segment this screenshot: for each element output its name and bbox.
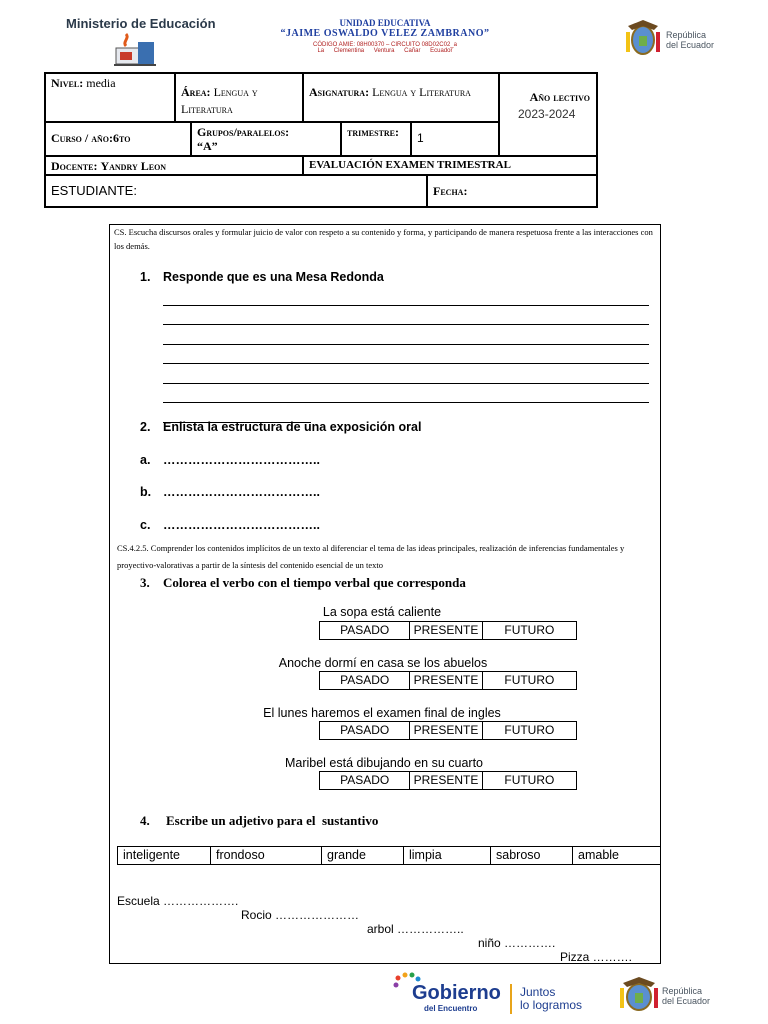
noun-blanks (117, 880, 633, 964)
tense-presente[interactable]: PRESENTE (410, 772, 482, 789)
anio-label: Año lectivo (529, 90, 590, 104)
answer-line[interactable] (163, 364, 649, 384)
noun-blank[interactable]: Escuela ………………. (117, 894, 239, 908)
asignatura-cell (303, 73, 499, 122)
q4-text: Escribe un adjetivo para el sustantivo (166, 813, 379, 828)
noun-blank[interactable]: niño …………. (478, 936, 556, 950)
adjective-cell: sabroso (491, 847, 573, 864)
criterion-1: CS. Escucha discursos orales y formular juicio de valor con respeto a su contenido y forma, y participando de manera respetuosa frente a las interacciones con los demás. (114, 227, 653, 251)
grupos-cell (191, 122, 341, 156)
tense-pasado[interactable]: PASADO (320, 672, 410, 689)
tense-pasado[interactable]: PASADO (320, 772, 410, 789)
area-label: Área: (181, 85, 211, 99)
q3-tense-options (319, 771, 577, 790)
trimestre-label: trimestre: (347, 125, 400, 139)
coat-of-arms-icon (618, 976, 660, 1014)
tense-pasado[interactable]: PASADO (320, 722, 410, 739)
estudiante-label: ESTUDIANTE: (51, 183, 137, 198)
anio-cell (499, 73, 597, 156)
nivel-value: media (86, 76, 116, 90)
area-value: Lengua y Literatura (181, 85, 258, 116)
docente-value: Yandry Leon (100, 159, 167, 173)
slogan-line2: lo logramos (520, 998, 583, 1012)
school-logo-icon (112, 30, 158, 68)
fecha-label: Fecha: (433, 184, 468, 198)
curso-value: 6to (113, 131, 131, 145)
q2-number: 2. (140, 420, 151, 434)
school-type: UNIDAD EDUCATIVA (339, 18, 431, 28)
answer-line[interactable] (163, 325, 649, 345)
school-header (250, 18, 520, 54)
q1-answer-lines[interactable] (163, 286, 649, 423)
q3-sentence: La sopa está caliente (322, 605, 442, 619)
q3-tense-options (319, 721, 577, 740)
area-cell (175, 73, 303, 122)
footer-divider (510, 984, 512, 1014)
tense-presente[interactable]: PRESENTE (410, 722, 482, 739)
school-name: “JAIME OSWALDO VELEZ ZAMBRANO” (280, 28, 490, 39)
asignatura-label: Asignatura: (309, 85, 370, 99)
trimestre-value: 1 (411, 122, 499, 156)
adjective-cell: grande (322, 847, 404, 864)
q2-option-blank[interactable]: ……………………………….. (163, 453, 320, 467)
q4-number: 4. (140, 813, 150, 828)
republic-line1: República (666, 30, 707, 40)
noun-blank[interactable]: Pizza ………. (560, 950, 633, 964)
q2-option-blank[interactable]: ……………………………….. (163, 518, 320, 532)
slogan (520, 986, 582, 1012)
tense-presente[interactable]: PRESENTE (410, 672, 482, 689)
ministry-title: Ministerio de Educación (66, 16, 216, 31)
docente-cell (45, 156, 303, 175)
coat-of-arms-icon (624, 18, 662, 58)
answer-line[interactable] (163, 306, 649, 326)
q1-text: Responde que es una Mesa Redonda (163, 270, 384, 284)
q2-text: Enlista la estructura de una exposición oral (163, 420, 422, 434)
q3-sentence: El lunes haremos el examen final de ingles (263, 706, 501, 720)
q3-number: 3. (140, 575, 150, 590)
anio-value: 2023-2024 (518, 107, 576, 121)
school-code: CÓDIGO AMIE: 08H00370 – CIRCUITO 08D02C02_a (313, 42, 457, 48)
q3-tense-options (319, 621, 577, 640)
evaluacion-title: EVALUACIÓN EXAMEN TRIMESTRAL (303, 156, 597, 175)
school-location: La Clementina Ventura Cañar Ecuador (317, 48, 453, 54)
estudiante-field[interactable] (45, 175, 427, 207)
curso-cell (45, 122, 191, 156)
q2-option-blank[interactable]: ……………………………….. (163, 485, 320, 499)
info-table (44, 72, 598, 208)
adjective-cell: limpia (404, 847, 491, 864)
tense-pasado[interactable]: PASADO (320, 622, 410, 639)
nivel-label: Nivel: (51, 76, 84, 90)
curso-label: Curso / año: (51, 131, 113, 145)
q2-option-letter: c. (140, 518, 151, 532)
republic-line2: del Ecuador (662, 996, 711, 1006)
noun-blank[interactable]: Rocio ………………… (241, 908, 360, 922)
tense-futuro[interactable]: FUTURO (504, 623, 555, 637)
answer-line[interactable] (163, 384, 649, 404)
q2-option-letter: a. (140, 453, 151, 467)
republic-line1: República (662, 986, 703, 996)
q3-sentence: Anoche dormí en casa se los abuelos (278, 656, 488, 670)
adjective-table (117, 846, 661, 865)
adjective-cell: inteligente (118, 847, 211, 864)
q2-option-letter: b. (140, 485, 152, 499)
grupos-label: Grupos/paralelos: (197, 125, 290, 139)
grupos-value: “A” (197, 139, 218, 153)
docente-label: Docente: (51, 159, 98, 173)
tense-futuro[interactable]: FUTURO (504, 673, 555, 687)
answer-line[interactable] (163, 286, 649, 306)
trimestre-label-cell (341, 122, 411, 156)
nivel-cell (45, 73, 175, 122)
criterion-2: CS.4.2.5. Comprender los contenidos implícitos de un texto al diferenciar el tema de las ideas principales, realización de inferencias fundamentales y proyectivo-valorativas a partir de la síntesis del contenido esencial de un texto (117, 543, 625, 570)
tense-futuro[interactable]: FUTURO (504, 723, 555, 737)
adjective-cell: frondoso (211, 847, 322, 864)
republic-line2: del Ecuador (666, 40, 715, 50)
asignatura-value: Lengua y Literatura (372, 85, 471, 99)
q1-number: 1. (140, 270, 151, 284)
q3-text: Colorea el verbo con el tiempo verbal que corresponda (163, 575, 466, 590)
gob-name: Gobierno (412, 982, 501, 1004)
fecha-field[interactable] (427, 175, 597, 207)
noun-blank[interactable]: arbol …………….. (367, 922, 464, 936)
tense-presente[interactable]: PRESENTE (410, 622, 482, 639)
q3-tense-options (319, 671, 577, 690)
adjective-cell: amable (578, 848, 619, 862)
answer-line[interactable] (163, 345, 649, 365)
q3-sentence: Maribel está dibujando en su cuarto (284, 756, 484, 770)
gob-sub: del Encuentro (424, 1004, 478, 1013)
tense-futuro[interactable]: FUTURO (504, 773, 555, 787)
slogan-line1: Juntos (520, 985, 556, 999)
